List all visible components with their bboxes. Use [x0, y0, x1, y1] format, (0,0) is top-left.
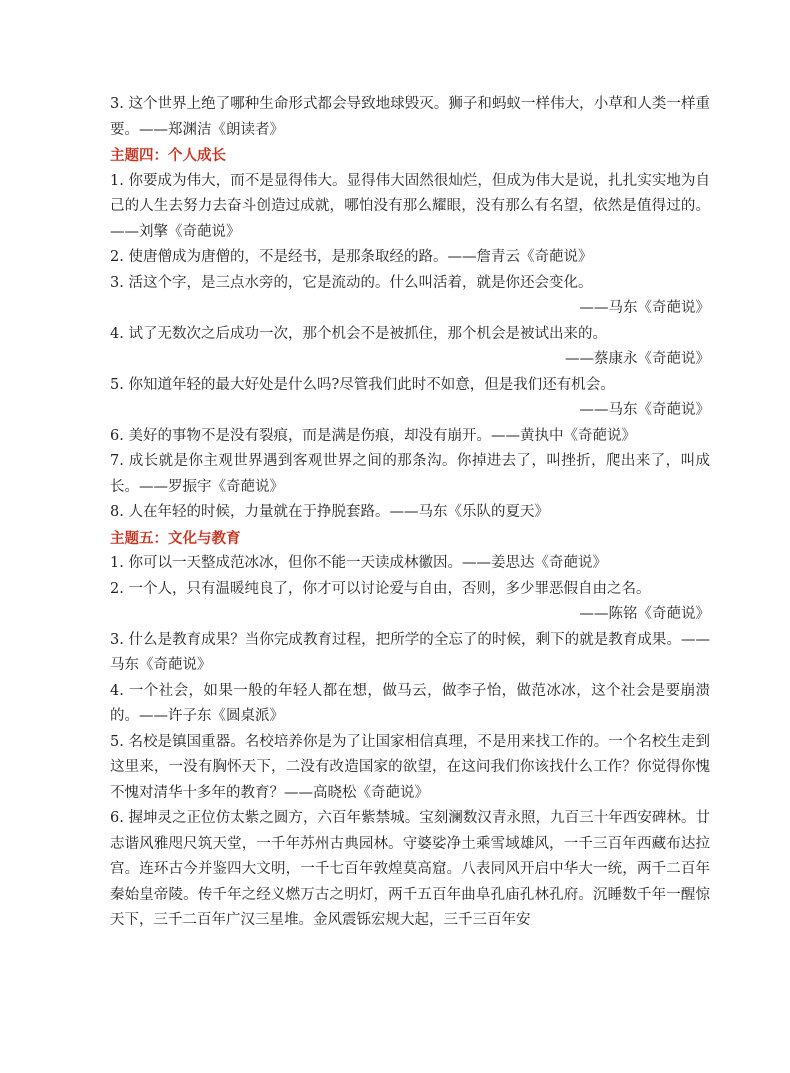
quote-paragraph: 5. 你知道年轻的最大好处是什么吗?尽管我们此时不如意，但是我们还有机会。 [110, 376, 615, 393]
quote-paragraph: 2. 使唐僧成为唐僧的，不是经书，是那条取经的路。——詹青云《奇葩说》 [110, 249, 593, 265]
quote-source: ——马东《奇葩说》 [579, 300, 710, 316]
quote-paragraph: 6. 美好的事物不是没有裂痕，而是满是伤痕，却没有崩开。——黄执中《奇葩说》 [110, 427, 636, 444]
quote-paragraph: 4. 试了无数次之后成功一次，那个机会不是被抓住，那个机会是被试出来的。 [110, 325, 607, 342]
document-page [110, 92, 710, 934]
quote-source: ——陈铭《奇葩说》 [579, 606, 710, 622]
quote-paragraph: 1. 你可以一天整成范冰冰，但你不能一天读成林徽因。——姜思达《奇葩说》 [110, 555, 607, 571]
quote-paragraph: 3. 活这个字，是三点水旁的，它是流动的。什么叫活着，就是你还会变化。 [110, 274, 593, 291]
quote-paragraph: 8. 人在年轻的时候，力量就在于挣脱套路。——马东《乐队的夏天》 [110, 504, 549, 520]
section-heading: 主题五：文化与教育 [110, 529, 241, 547]
quote-paragraph: 7. 成长就是你主观世界遇到客观世界之间的那条沟。你掉进去了，叫挫折，爬出来了，叫成长。——罗振宇《奇葩说》 [110, 453, 710, 495]
quote-source: ——马东《奇葩说》 [579, 402, 710, 418]
quote-source: ——蔡康永《奇葩说》 [565, 351, 710, 367]
quote-paragraph: 3. 这个世界上绝了哪种生命形式都会导致地球毁灭。狮子和蚂蚁一样伟大，小草和人类一样重要。——郑渊洁《朗读者》 [110, 96, 710, 138]
quote-paragraph: 5. 名校是镇国重器。名校培养你是为了让国家相信真理，不是用来找工作的。一个名校生走到这里来，一没有胸怀天下，二没有改造国家的欲望，在这问我们你该找什么工作？你觉得你愧不愧对清华十多年的教育？——高晓松《奇葩说》 [110, 733, 710, 801]
section-heading: 主题四：个人成长 [110, 147, 226, 164]
quote-paragraph: 3. 什么是教育成果？当你完成教育过程，把所学的全忘了的时候，剩下的就是教育成果。——马东《奇葩说》 [110, 631, 710, 673]
quote-paragraph: 6. 握坤灵之正位仿太紫之圆方，六百年紫禁城。宝刻澜数汉青永照，九百三十年西安碑林。廿志谐风雅咫尺筑天堂，一千年苏州古典园林。守婆娑净土乘雪域雄风，一千三百年西藏布达拉宫。连环古今并鉴四大文明，一千七百年敦煌莫高窟。八表同风开启中华大一统，两千二百年秦始皇帝陵。传千年之经义燃万古之明灯，两千五百年曲阜孔庙孔林孔府。沉睡数千年一醒惊天下，三千二百年广汉三星堆。金风震铄宏规大起，三千三百年安 [110, 810, 710, 928]
quote-paragraph: 4. 一个社会，如果一般的年轻人都在想，做马云，做李子怡，做范冰冰，这个社会是要崩溃的。——许子东《圆桌派》 [110, 682, 710, 724]
quote-paragraph: 2. 一个人，只有温暖纯良了，你才可以讨论爱与自由，否则，多少罪恶假自由之名。 [110, 580, 651, 597]
quote-paragraph: 1. 你要成为伟大，而不是显得伟大。显得伟大固然很灿烂，但成为伟大是说，扎扎实实地为自己的人生去努力去奋斗创造过成就，哪怕没有那么耀眼，没有那么有名望，依然是值得过的。——刘擎《奇葩说》 [110, 172, 710, 240]
